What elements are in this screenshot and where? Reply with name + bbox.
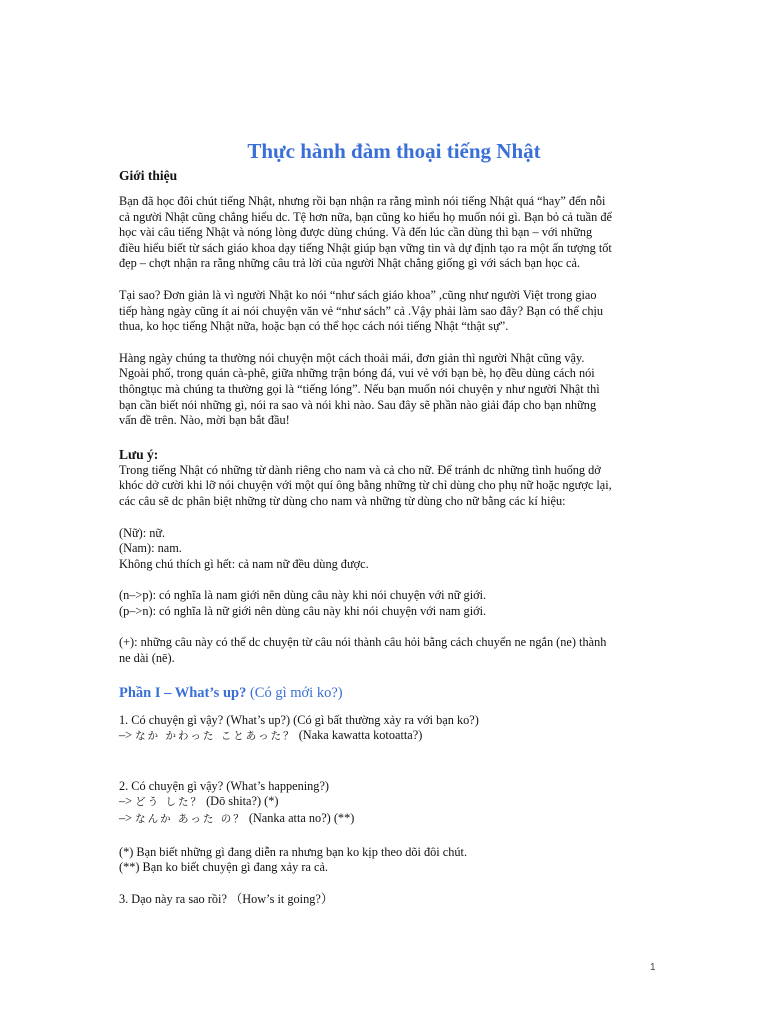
phrase-item-1 xyxy=(119,713,659,745)
japanese-text: なか かわった ことあった？ xyxy=(135,730,296,743)
text-line: cả người Nhật cũng chẳng hiểu dc. Tệ hơn nữa, bạn cũng ko hiểu họ muốn nói gì. Bạn bỏ cả tuần để xyxy=(119,209,612,224)
phrase-item-3-title: 3. Dạo này ra sao rồi? （How’s it going?） xyxy=(119,891,334,906)
footnote-1: (*) Bạn biết những gì đang diễn ra nhưng bạn ko kịp theo dõi đôi chút. xyxy=(119,844,468,859)
text-line: Bạn đã học đôi chút tiếng Nhật, nhưng rồi bạn nhận ra rằng mình nói tiếng Nhật quá “hay” đến nỗi xyxy=(119,194,606,208)
japanese-text: どう した？ xyxy=(135,796,204,809)
text-line: khóc dở cười khi lỡ nói chuyện với một quí ông bằng những từ chỉ dùng cho phụ nữ hoặc ngược lại, xyxy=(119,478,612,493)
document-body xyxy=(119,137,659,907)
page-number: 1 xyxy=(650,962,656,973)
phrase-footnotes xyxy=(119,845,659,876)
text-line: Tại sao? Đơn giản là vì người Nhật ko nói “như sách giáo khoa” ,cũng như người Việt trong giao xyxy=(119,287,597,302)
text-line: các câu sẽ dc phân biệt những từ dùng cho nam và những từ dùng cho nữ bằng các kí hiệu: xyxy=(119,493,566,508)
intro-heading: Giới thiệu xyxy=(119,168,178,183)
legend-female-to-male: (p–>n): có nghĩa là nữ giới nên dùng câu này khi nói chuyện với nam giới. xyxy=(119,603,487,618)
text-line: vấn đề trên. Nào, mời bạn bắt đầu! xyxy=(119,413,290,428)
phrase-item-2 xyxy=(119,779,659,828)
text-line: đẹp – chợt nhận ra rằng những câu trả lời của người Nhật chẳng giống gì với sách bạn học cả. xyxy=(119,256,581,271)
section-1-heading-normal: (Có gì mới ko?) xyxy=(246,684,343,701)
phrase-item-1-title: 1. Có chuyện gì vậy? (What’s up?) (Có gì bất thường xảy ra với bạn ko?) xyxy=(119,712,479,727)
direction-legend xyxy=(119,588,659,619)
text-line: điều hiểu biết từ sách giáo khoa dạy tiếng Nhật giúp bạn vững tin và dự định tạo ra một ấn tượng tốt xyxy=(119,240,612,255)
footnote-2: (**) Bạn ko biết chuyện gì đang xảy ra cả. xyxy=(119,860,328,875)
text-line: (+): những câu này có thể dc chuyện từ câu nói thành câu hỏi bằng cách chuyển ne ngắn (ne) thành xyxy=(119,635,607,650)
legend-female: (Nữ): nữ. xyxy=(119,525,166,540)
romaji-text: (Dō shita?) (*) xyxy=(203,794,279,809)
note-paragraph-1 xyxy=(119,463,659,510)
text-line: Hàng ngày chúng ta thường nói chuyện một cách thoải mái, đơn giản thì người Nhật cũng vậy. xyxy=(119,350,585,365)
legend-both: Không chú thích gì hết: cả nam nữ đều dùng được. xyxy=(119,556,369,571)
text-line: bạn cần biết nói những gì, nói ra sao và nói khi nào. Sau đây sẽ phần nào giải đáp cho bạn những xyxy=(119,397,597,412)
romaji-text: (Naka kawatta kotoatta?) xyxy=(295,728,423,743)
text-line: học vài câu tiếng Nhật và nóng lòng được dùng chúng. Và đến lúc cần dùng thì bạn – với những xyxy=(119,225,593,240)
plus-note xyxy=(119,635,659,666)
document-title: Thực hành đàm thoại tiếng Nhật xyxy=(247,139,541,163)
section-1-heading xyxy=(119,683,659,703)
phrase-item-2-translation-b xyxy=(119,811,659,828)
arrow-marker: –> xyxy=(119,728,136,743)
text-line: Trong tiếng Nhật có những từ dành riêng cho nam và cả cho nữ. Để tránh dc những tình huống dở xyxy=(119,462,601,477)
note-heading: Lưu ý: xyxy=(119,446,159,462)
phrase-item-1-translation xyxy=(119,728,659,745)
phrase-item-3 xyxy=(119,892,659,908)
arrow-marker: –> xyxy=(119,794,136,809)
arrow-marker: –> xyxy=(119,811,136,826)
text-line: thôngtục mà chúng ta thường gọi là “tiếng lóng”. Nếu bạn muốn nói chuyện y như người Nhật thì xyxy=(119,381,600,396)
intro-paragraph-3 xyxy=(119,351,659,429)
text-line: tiếp hàng ngày cũng ít ai nói chuyện văn vẻ “như sách” cả .Vậy phải làm sao đây? Bạn có thể chịu xyxy=(119,303,604,318)
gender-legend xyxy=(119,526,659,573)
text-line: ne dài (nē). xyxy=(119,651,175,666)
phrase-item-2-translation-a xyxy=(119,794,659,811)
intro-paragraph-1 xyxy=(119,194,659,272)
intro-paragraph-2 xyxy=(119,288,659,335)
romaji-text: (Nanka atta no?) (**) xyxy=(245,811,355,826)
phrase-item-2-title: 2. Có chuyện gì vậy? (What’s happening?) xyxy=(119,778,330,793)
text-line: thua, ko học tiếng Nhật nữa, hoặc bạn có thể học cách nói tiếng Nhật “thật sự”. xyxy=(119,319,509,334)
text-line: Ngoài phố, trong quán cà-phê, giữa những trận bóng đá, vui vẻ với bạn bè, họ đều dùng cách nói xyxy=(119,366,595,381)
legend-male-to-female: (n–>p): có nghĩa là nam giới nên dùng câu này khi nói chuyện với nữ giới. xyxy=(119,588,487,603)
legend-male: (Nam): nam. xyxy=(119,541,182,556)
section-1-heading-bold: Phần I – What’s up? xyxy=(119,684,247,701)
japanese-text: なんか あった の？ xyxy=(135,813,246,826)
